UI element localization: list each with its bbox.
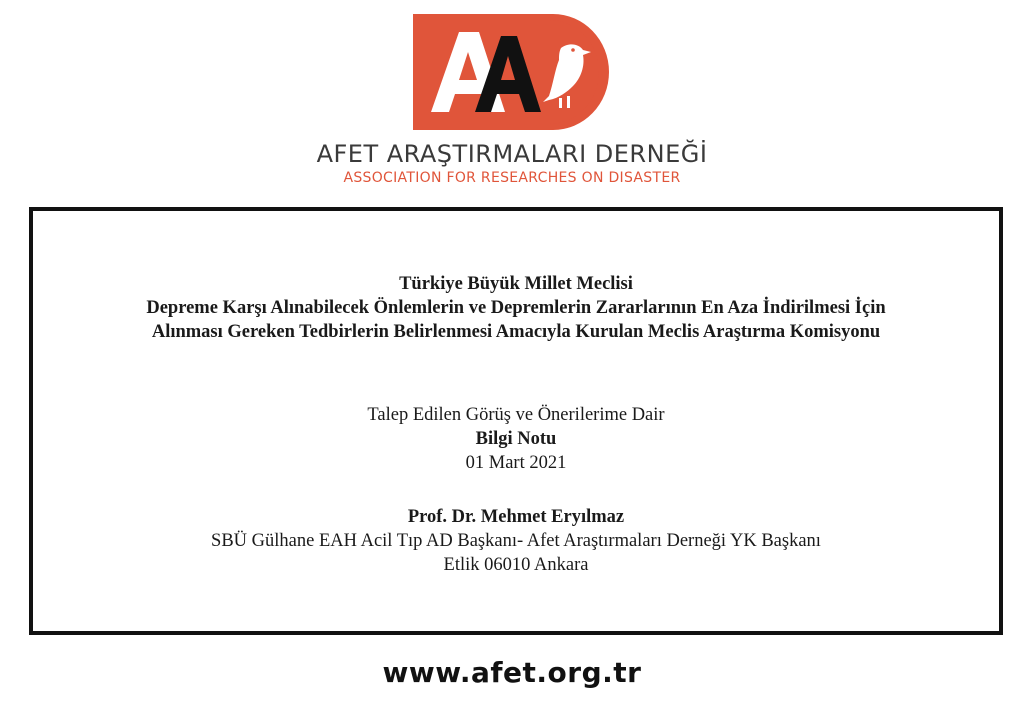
title-line-1: Türkiye Büyük Millet Meclisi — [399, 274, 633, 294]
logo-mark — [413, 14, 609, 130]
author-address: Etlik 06010 Ankara — [443, 555, 589, 575]
organization-name-english: ASSOCIATION FOR RESEARCHES ON DISASTER — [343, 170, 681, 186]
title-line-3: Alınması Gereken Tedbirlerin Belirlenmesi Amacıyla Kurulan Meclis Araştırma Komisyonu — [151, 322, 881, 342]
title-line-2: Depreme Karşı Alınabilecek Önlemlerin ve Depremlerin Zararlarının En Aza İndirilmesi İçin — [146, 298, 886, 318]
association-logo — [413, 14, 609, 130]
organization-name: AFET ARAŞTIRMALARI DERNEĞİ — [316, 140, 708, 168]
website-url[interactable]: www.afet.org.tr — [382, 656, 642, 689]
subject-line: Talep Edilen Görüş ve Önerilerime Dair — [367, 405, 665, 425]
document-date: 01 Mart 2021 — [465, 453, 567, 473]
document-type: Bilgi Notu — [475, 429, 557, 449]
author-name: Prof. Dr. Mehmet Eryılmaz — [407, 507, 625, 527]
author-affiliation: SBÜ Gülhane EAH Acil Tıp AD Başkanı- Afet Araştırmaları Derneği YK Başkanı — [211, 531, 821, 551]
document-frame — [29, 207, 1003, 635]
